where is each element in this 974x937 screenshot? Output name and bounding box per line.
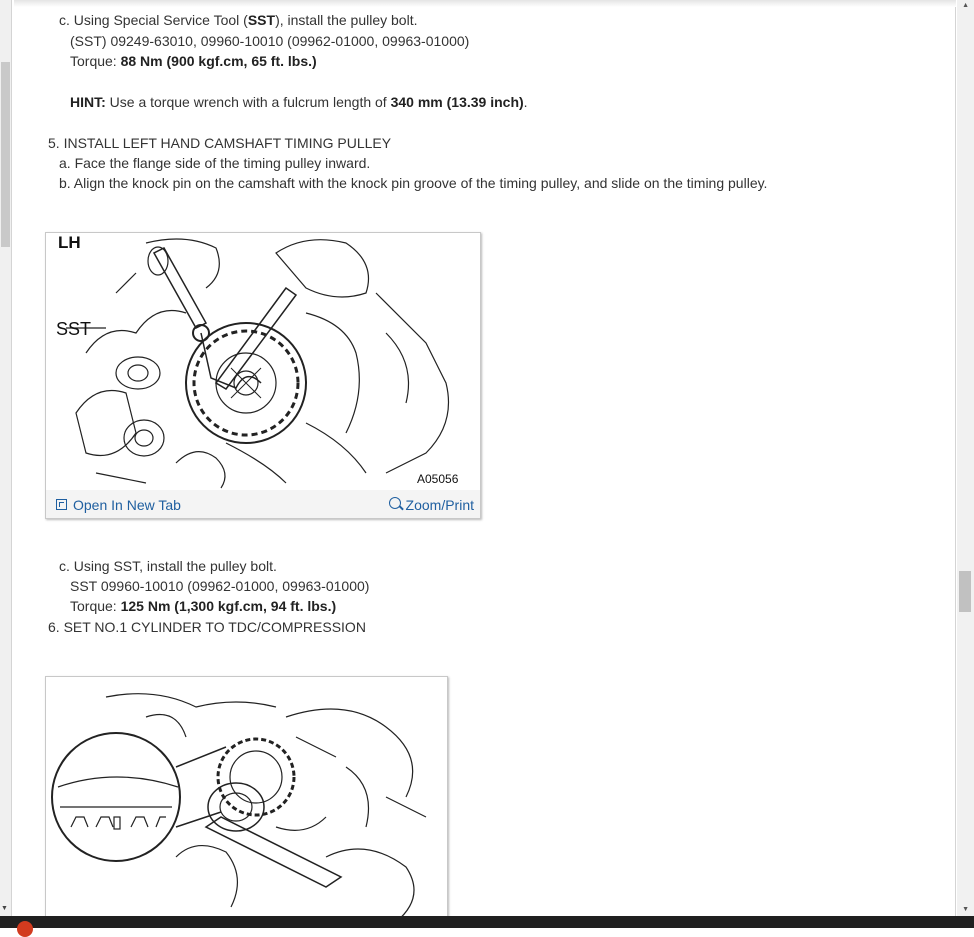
left-scroll-down-arrow-icon[interactable]: ▼: [1, 905, 8, 912]
torque-value: 125 Nm (1,300 kgf.cm, 94 ft. lbs.): [120, 598, 337, 614]
camshaft-pulley-illustration: [46, 233, 480, 490]
figure-toolbar: [46, 490, 480, 518]
zoom-icon: [389, 497, 401, 509]
step5-title: 5. INSTALL LEFT HAND CAMSHAFT TIMING PULLEY: [48, 135, 392, 151]
step6-title: 6. SET NO.1 CYLINDER TO TDC/COMPRESSION: [48, 619, 366, 635]
step5c-torque: [70, 596, 336, 616]
step4c-prefix: c. Using Special Service Tool (: [59, 12, 248, 28]
step4c-suffix: ), install the pulley bolt.: [275, 12, 418, 28]
left-scrollbar[interactable]: [0, 0, 11, 916]
step5-b: b. Align the knock pin on the camshaft with the knock pin groove of the timing pulley, and slide on the timing pulley.: [59, 175, 768, 191]
open-new-tab-label: Open In New Tab: [73, 497, 181, 513]
top-shadow: [14, 0, 956, 7]
torque-value: 88 Nm (900 kgf.cm, 65 ft. lbs.): [120, 53, 317, 69]
browser-icon[interactable]: [17, 921, 33, 937]
step5c-tools: SST 09960-10010 (09962-01000, 09963-01000): [70, 578, 370, 594]
open-new-tab-icon: [56, 499, 67, 510]
scroll-down-arrow-icon[interactable]: ▼: [962, 906, 969, 913]
step4c-sst: SST: [247, 12, 276, 28]
hint-line: [70, 92, 528, 112]
figure-tdc: [45, 676, 448, 923]
right-scrollbar-thumb[interactable]: [959, 571, 971, 612]
torque-label: Torque:: [70, 53, 121, 69]
figure-code: A05056: [417, 472, 459, 486]
step5c-line: c. Using SST, install the pulley bolt.: [59, 558, 277, 574]
step4c-torque: [70, 51, 317, 71]
hint-text: Use a torque wrench with a fulcrum length of: [105, 94, 391, 110]
open-new-tab-link[interactable]: [56, 497, 181, 513]
hint-value: 340 mm (13.39 inch): [390, 94, 524, 110]
step4c-line: [59, 10, 417, 30]
step5-a: a. Face the flange side of the timing pulley inward.: [59, 155, 371, 171]
hint-end: .: [523, 94, 528, 110]
tdc-illustration: [46, 677, 447, 922]
left-scrollbar-thumb[interactable]: [1, 62, 10, 247]
zoom-print-label: Zoom/Print: [405, 497, 474, 513]
hint-label: HINT:: [70, 94, 106, 110]
torque-label: Torque:: [70, 598, 121, 614]
figure-label-sst: SST: [56, 319, 92, 339]
right-scrollbar[interactable]: [957, 0, 974, 916]
figure-label-lh: LH: [58, 233, 81, 252]
step4c-tools: (SST) 09249-63010, 09960-10010 (09962-01000, 09963-01000): [70, 33, 470, 49]
taskbar: [0, 916, 974, 928]
zoom-print-link[interactable]: [389, 497, 474, 513]
figure-camshaft-pulley: [45, 232, 481, 519]
scroll-up-arrow-icon[interactable]: ▲: [962, 2, 969, 9]
